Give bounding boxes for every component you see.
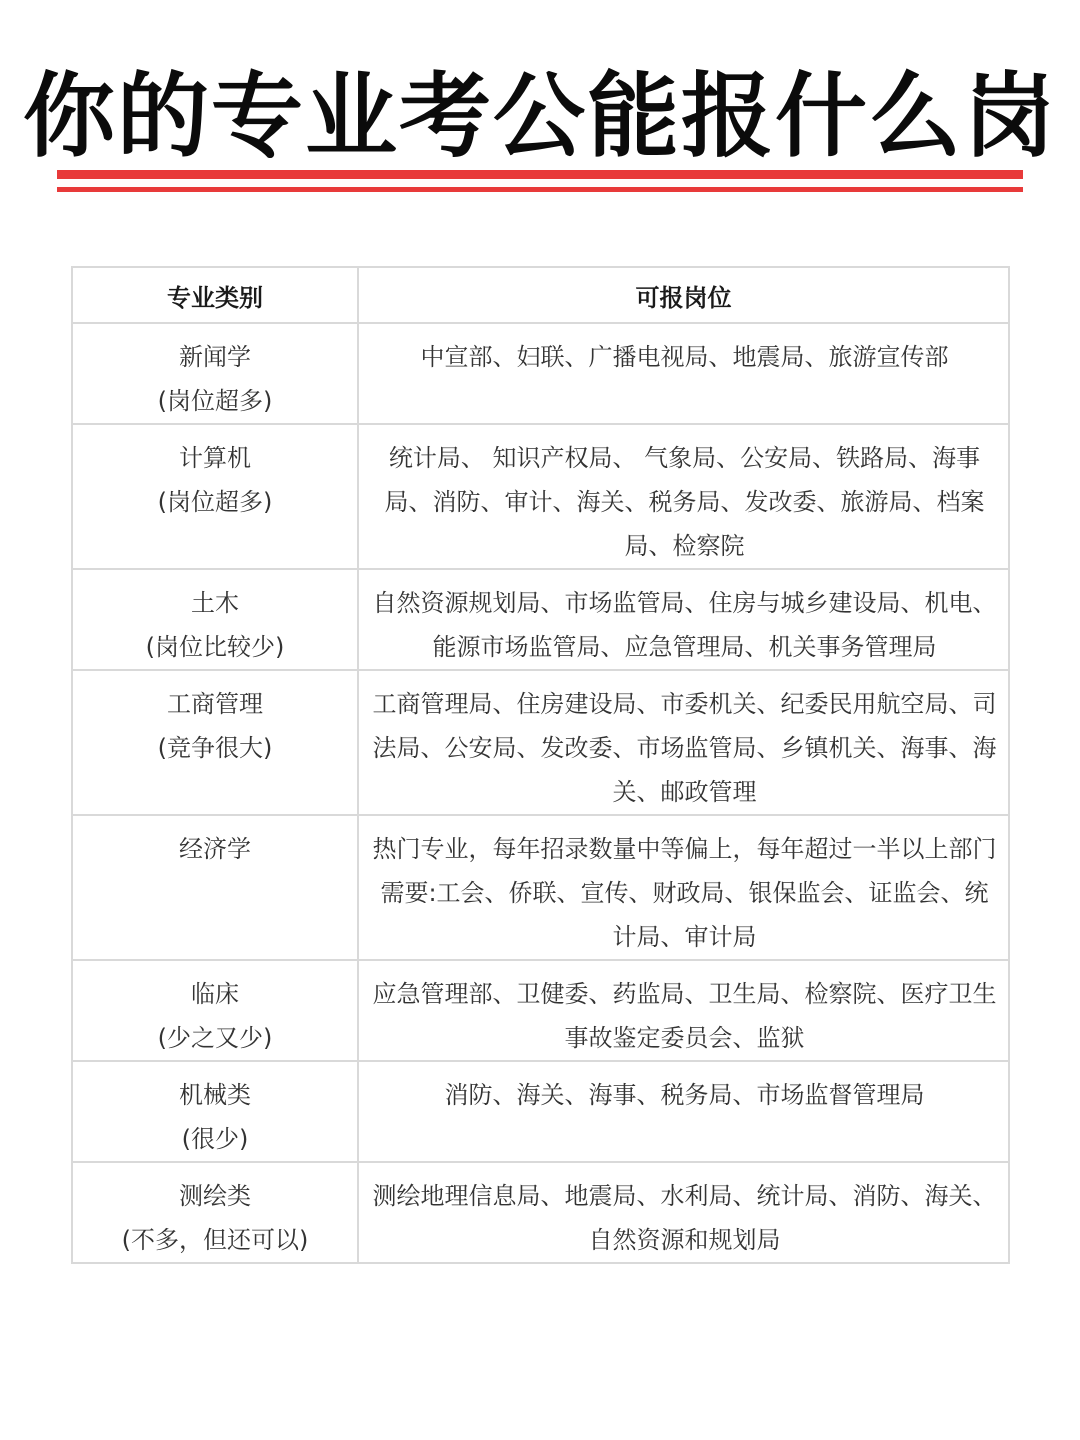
major-note: (很少) (181, 1125, 249, 1153)
major-cell (72, 569, 358, 670)
major-name: 测绘类 (179, 1182, 251, 1210)
jobs-cell (358, 1061, 1009, 1162)
major-note: (岗位超多) (157, 387, 273, 415)
major-note: (竞争很大) (157, 734, 273, 762)
jobs-cell (358, 960, 1009, 1061)
major-name: 临床 (191, 980, 239, 1008)
header-available-positions: 可报岗位 (358, 267, 1009, 323)
major-cell (72, 670, 358, 815)
table-row (72, 960, 1009, 1061)
jobs-text: 中宣部、妇联、广播电视局、地震局、旅游宣传部 (420, 343, 949, 371)
jobs-text: 热门专业，每年招录数量中等偏上，每年超过一半以上部门需要:工会、侨联、宣传、财政局、银保监会、证监会、统计局、审计局 (372, 835, 997, 951)
major-cell (72, 815, 358, 960)
major-name: 新闻学 (179, 343, 251, 371)
title-underline-thick (57, 170, 1023, 179)
table-row (72, 424, 1009, 569)
jobs-text: 测绘地理信息局、地震局、水利局、统计局、消防、海关、自然资源和规划局 (372, 1182, 997, 1254)
title-underline-thin (57, 187, 1023, 192)
major-cell (72, 1162, 358, 1263)
major-cell (72, 1061, 358, 1162)
jobs-cell (358, 424, 1009, 569)
table-header-row (72, 267, 1009, 323)
jobs-text: 自然资源规划局、市场监管局、住房与城乡建设局、机电、能源市场监管局、应急管理局、机关事务管理局 (372, 589, 997, 661)
table-row (72, 569, 1009, 670)
jobs-text: 统计局、 知识产权局、 气象局、公安局、铁路局、海事局、消防、审计、海关、税务局、发改委、旅游局、档案局、检察院 (384, 444, 985, 560)
jobs-text: 消防、海关、海事、税务局、市场监督管理局 (444, 1081, 925, 1109)
major-name: 土木 (191, 589, 239, 617)
table-row (72, 815, 1009, 960)
major-note: (少之又少) (157, 1024, 273, 1052)
major-note: (岗位比较少) (145, 633, 285, 661)
jobs-cell (358, 569, 1009, 670)
jobs-cell (358, 815, 1009, 960)
table-row (72, 323, 1009, 424)
jobs-cell (358, 1162, 1009, 1263)
jobs-text: 工商管理局、住房建设局、市委机关、纪委民用航空局、司法局、公安局、发改委、市场监管局、乡镇机关、海事、海关、邮政管理 (372, 690, 997, 806)
table-row (72, 1061, 1009, 1162)
major-cell (72, 424, 358, 569)
major-note: (不多，但还可以) (121, 1226, 309, 1254)
major-cell (72, 323, 358, 424)
major-name: 工商管理 (167, 690, 263, 718)
page-title: 你的专业考公能报什么岗 (22, 63, 1057, 170)
table-row (72, 670, 1009, 815)
major-name: 计算机 (179, 444, 251, 472)
jobs-cell (358, 323, 1009, 424)
jobs-cell (358, 670, 1009, 815)
major-jobs-table (71, 266, 1010, 1264)
major-name: 机械类 (179, 1081, 251, 1109)
major-name: 经济学 (179, 835, 251, 863)
major-note: (岗位超多) (157, 488, 273, 516)
table-row (72, 1162, 1009, 1263)
jobs-text: 应急管理部、卫健委、药监局、卫生局、检察院、医疗卫生事故鉴定委员会、监狱 (372, 980, 997, 1052)
header-major-category: 专业类别 (72, 267, 358, 323)
major-cell (72, 960, 358, 1061)
